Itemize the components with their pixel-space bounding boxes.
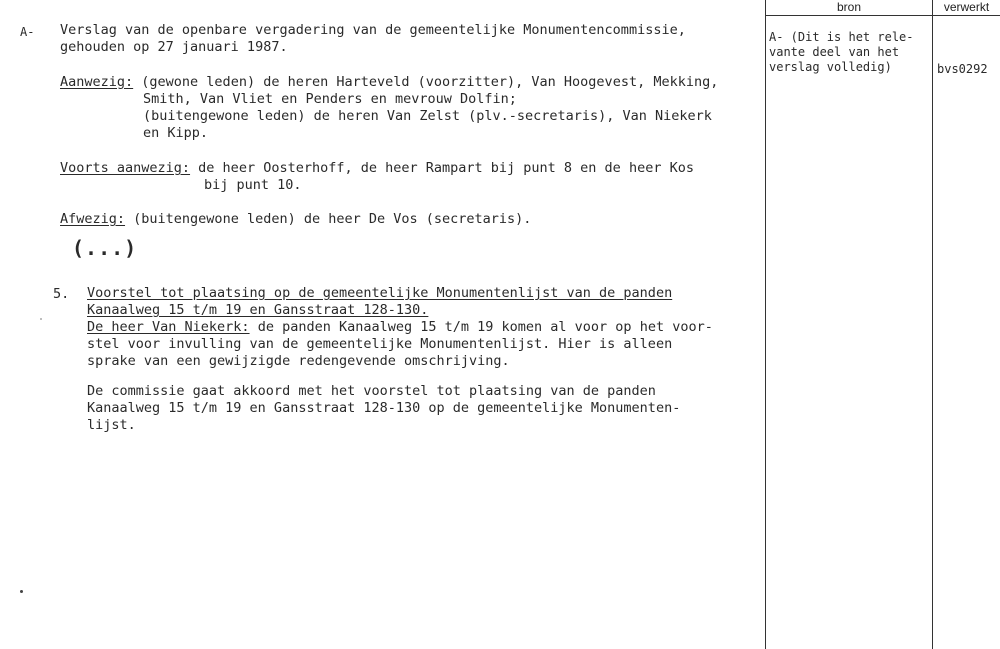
present-text-1: (gewone leden) de heren Harteveld (voorzitter), Van Hoogevest, Mekking, [133, 74, 719, 90]
bron-note-line-1: A- (Dit is het rele- [769, 30, 914, 44]
table-divider-left [765, 0, 766, 649]
scan-speck [20, 590, 23, 593]
decision-line-1: De commissie gaat akkoord met het voorstel tot plaatsing van de panden [87, 383, 656, 399]
present-line-4: en Kipp. [143, 125, 209, 141]
report-title-line-2: gehouden op 27 januari 1987. [60, 39, 288, 55]
present-line-3: (buitengewone leden) de heren Van Zelst (plv.-secretaris), Van Niekerk [143, 108, 712, 124]
absent-label: Afwezig: [60, 211, 126, 227]
decision-line-3: lijst. [87, 417, 136, 433]
item-heading-line-1: Voorstel tot plaatsing op de gemeentelijke Monumentenlijst van de panden [87, 285, 673, 301]
also-present-text-1: de heer Oosterhoff, de heer Rampart bij punt 8 en de heer Kos [190, 160, 694, 176]
verwerkt-code: bvs0292 [937, 62, 988, 76]
absent-line [60, 211, 531, 228]
bron-note-line-3: verslag volledig) [769, 60, 892, 74]
speaker-line-1 [87, 319, 713, 336]
also-present-line-2: bij punt 10. [204, 177, 302, 193]
decision-line-2: Kanaalweg 15 t/m 19 en Gansstraat 128-130 op de gemeentelijke Monumenten- [87, 400, 681, 416]
scan-speck [40, 318, 42, 320]
margin-marker: A- [20, 25, 35, 39]
speaker-line-3: sprake van een gewijzigde redengevende omschrijving. [87, 353, 510, 369]
present-label: Aanwezig: [60, 74, 134, 90]
report-title-line-1: Verslag van de openbare vergadering van de gemeentelijke Monumentencommissie, [60, 22, 686, 38]
column-header-bron: bron [836, 0, 862, 14]
column-header-verwerkt: verwerkt [943, 0, 990, 14]
bron-note-line-2: vante deel van het [769, 45, 900, 59]
present-line-1 [60, 74, 718, 91]
also-present-label: Voorts aanwezig: [60, 160, 191, 176]
table-divider-middle [932, 0, 933, 649]
absent-text: (buitengewone leden) de heer De Vos (secretaris). [125, 211, 532, 227]
omission-ellipsis: (...) [72, 236, 138, 260]
table-header-rule [765, 15, 1000, 16]
item-heading-line-2: Kanaalweg 15 t/m 19 en Gansstraat 128-130. [87, 302, 429, 318]
present-line-2: Smith, Van Vliet en Penders en mevrouw Dolfin; [143, 91, 517, 107]
speaker-label: De heer Van Niekerk: [87, 319, 250, 335]
item-number: 5. [53, 286, 70, 302]
also-present-line-1 [60, 160, 694, 177]
speaker-text-1: de panden Kanaalweg 15 t/m 19 komen al voor op het voor- [249, 319, 713, 335]
speaker-line-2: stel voor invulling van de gemeentelijke Monumentenlijst. Hier is alleen [87, 336, 673, 352]
